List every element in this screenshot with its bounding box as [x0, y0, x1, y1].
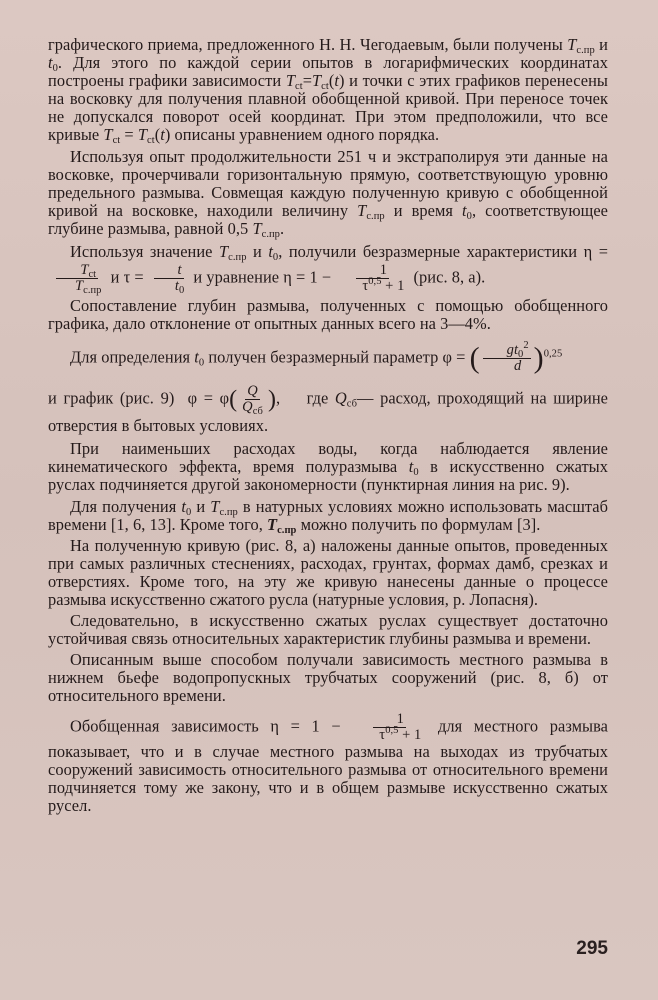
fraction-tau: $\frac{t}{t_0}$	[151, 263, 186, 294]
paragraph-6: и график (рис. 9) φ = φ( $\frac{Q}{Q_{сб}}$ ), где $Q_{сб}—$ расход, проходящий на ширине отверстия в бытовых условиях.	[48, 383, 608, 436]
paragraph-8: Для получения $t_0$ и $T_{с.пр}$ в натурных условиях можно использовать масштаб времени [1, 6, 13]. Кроме того, $T_{с.пр}$ можно получить по формулам [3].	[48, 496, 608, 536]
paragraph-3: Используя значение $T_{с.пр}$ и $t_0$, получили безразмерные характеристики η = $\frac{T_{ct}}{T_{с.пр}}$ и τ = $\frac{t}{t_0}$ и уравнение η = 1 − $\frac{1}{\tau^{0,5} + 1}$ (рис. 8, а).	[48, 241, 608, 294]
fraction-equation: $\frac{1}{\tau^{0,5} + 1}$	[338, 263, 406, 294]
paragraph-5: Для определения $t_0$ получен безразмерный параметр φ = ( $\frac{gt_0^2}{d}$ )$^{0,25}$	[70, 340, 563, 375]
page-text	[48, 36, 608, 818]
paragraph-4: Сопоставление глубин размыва, полученных с помощью обобщенного графика, дало отклонение от опытных данных всего на 3—4%.	[48, 296, 608, 334]
paragraph-9: На полученную кривую (рис. 8, а) наложены данные опытов, проведенных при самых различных стеснениях, расходах, грунтах, формах дамб, срезках и отверстиях. Кроме того, на эту же кривую нанесены данные о процессе размыва искусственно сжатого русла (натурные условия, р. Лопасня).	[48, 535, 608, 609]
paragraph-7: При наименьших расходах воды, когда наблюдается явление кинематического эффекта, время полуразмыва $t_0$ в искусственно сжатых руслах подчиняется другой закономерности (пунктирная линия на рис. 9).	[48, 439, 608, 495]
fraction-q: $\frac{Q}{Q_{сб}}$	[242, 383, 263, 418]
fraction-phi: $\frac{gt_0^2}{d}$	[483, 343, 531, 374]
page-number: 295	[576, 938, 608, 959]
paragraph-11: Описанным выше способом получали зависимость местного размыва в нижнем бьефе водопропускных трубчатых сооружений (рис. 8, б) от относительного времени.	[48, 650, 608, 706]
paragraph-1: графического приема, предложенного Н. Н. Чегодаевым, были получены $T_{с.пр}$ и $t_0$. Для этого по каждой серии опытов в логарифмических координатах построены графики зависимости $T_{ct}=T_{ct}(t)$ и точки с этих графиков перенесены на восковку для получения плавной обобщенной кривой. При переносе точек не допускался поворот осей координат. При этом предположили, что все кривые $T_{ct} = T_{ct}(t)$ описаны уравнением одного порядка.	[48, 35, 608, 147]
fraction-local: $\frac{1}{\tau^{0,5} + 1}$	[355, 712, 423, 743]
fraction-eta: $\frac{T_{ct}}{T_{с.пр}}$	[51, 263, 103, 294]
paragraph-12: Обобщенная зависимость η = 1 − $\frac{1}{\tau^{0,5} + 1}$ для местного размыва показывает, что и в случае местного размыва на выходах из трубчатых сооружений зависимость относительного размыва от относительного времени подчиняется тому же закону, что и в общем размыве искусственно сжатых русел.	[48, 710, 608, 815]
paragraph-2: Используя опыт продолжительности 251 ч и экстраполируя эти данные на восковке, прочерчивали горизонтальную прямую, соответствующую уровню предельного размыва. Совмещая каждую полученную кривую с обобщенной кривой на восковке, находили величину $T_{с.пр}$ и время $t_0$, соответствующее глубине размыва, равной 0,5 $T_{с.пр}$.	[48, 146, 609, 240]
paragraph-10: Следовательно, в искусственно сжатых руслах существует достаточно устойчивая связь относительных характеристик глубины размыва и времени.	[48, 611, 608, 649]
